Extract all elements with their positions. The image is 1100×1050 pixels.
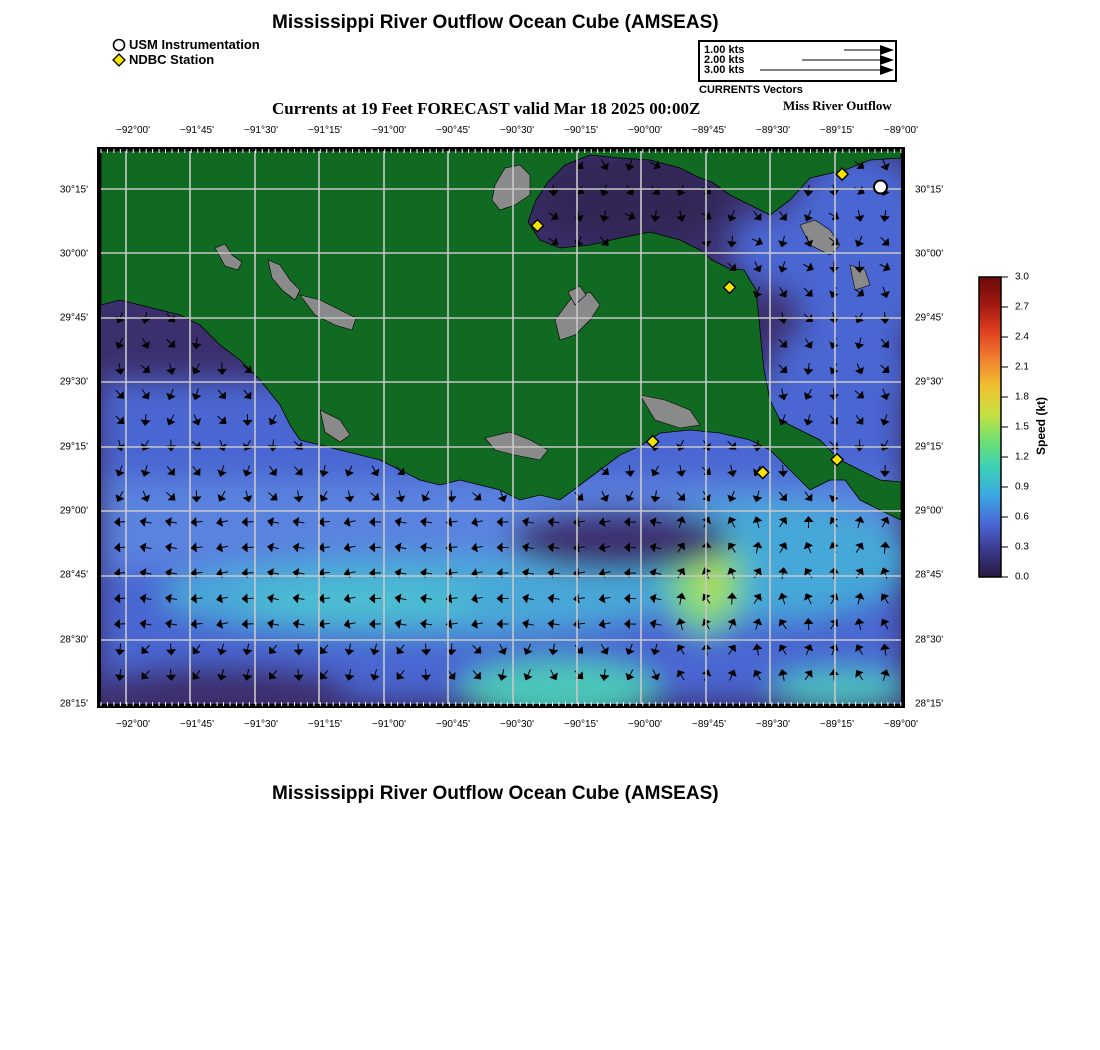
map-title-bottom: Mississippi River Outflow Ocean Cube (AMSEAS) <box>272 783 719 804</box>
lat-tick-label: 29°00' <box>915 505 944 517</box>
lat-tick-label: 28°15' <box>59 698 88 710</box>
current-vector-shaft <box>324 547 330 548</box>
current-vector-shaft <box>732 236 733 242</box>
lon-tick-label: −89°15' <box>820 719 854 730</box>
current-vector-shaft <box>554 522 560 523</box>
current-vector-shaft <box>452 547 458 548</box>
vectors-caption: CURRENTS Vectors <box>699 84 803 96</box>
current-vector-shaft <box>324 598 330 599</box>
colorbar-tick-label: 1.8 <box>1015 391 1029 403</box>
colorbar-tick-label: 2.1 <box>1015 361 1029 373</box>
lon-tick-label: −90°30' <box>500 125 534 136</box>
lon-tick-label: −90°45' <box>436 125 470 136</box>
colorbar-tick-label: 1.2 <box>1015 451 1029 463</box>
lon-tick-label: −92°00' <box>116 719 150 730</box>
lon-tick-label: −89°15' <box>820 125 854 136</box>
current-vector-shaft <box>452 572 458 573</box>
legend-ndbc-label: NDBC Station <box>129 52 215 67</box>
current-vector-shaft <box>324 572 330 573</box>
current-vector-shaft <box>554 624 560 625</box>
current-vector-shaft <box>324 623 330 624</box>
current-vector-shaft <box>452 598 458 599</box>
map-body <box>90 150 940 720</box>
vector-scale-3kt: 3.00 kts <box>704 64 745 76</box>
current-vector-shaft <box>298 669 299 675</box>
current-vector-shaft <box>452 623 458 624</box>
map-title: Mississippi River Outflow Ocean Cube (AMSEAS) <box>272 12 719 33</box>
lon-tick-label: −89°00' <box>884 125 918 136</box>
current-vector-shaft <box>452 521 458 522</box>
lat-tick-label: 30°00' <box>59 248 88 260</box>
lon-tick-label: −90°15' <box>564 719 598 730</box>
lat-tick-label: 29°00' <box>59 505 88 517</box>
lon-tick-label: −90°45' <box>436 719 470 730</box>
vector-scale-1kt: 1.00 kts <box>704 44 745 56</box>
current-vector-shaft <box>197 338 198 344</box>
colorbar-tick-label: 0.9 <box>1015 481 1029 493</box>
lon-tick-label: −90°30' <box>500 719 534 730</box>
lon-tick-label: −91°00' <box>372 719 406 730</box>
current-vector-shaft <box>120 644 121 650</box>
vector-scale-2kt: 2.00 kts <box>704 54 745 66</box>
current-vector-shaft <box>884 548 885 554</box>
lat-tick-label: 29°15' <box>59 441 88 453</box>
lat-tick-label: 28°30' <box>59 634 88 646</box>
current-vector-shaft <box>146 414 147 420</box>
colorbar-label: Speed (kt) <box>1034 396 1048 455</box>
lat-tick-label: 29°45' <box>59 312 88 324</box>
lon-tick-label: −91°00' <box>372 125 406 136</box>
lat-tick-label: 30°15' <box>915 184 944 196</box>
lon-tick-label: −90°15' <box>564 125 598 136</box>
lon-tick-label: −89°30' <box>756 125 790 136</box>
lon-tick-label: −91°30' <box>244 125 278 136</box>
lon-tick-label: −91°15' <box>308 719 342 730</box>
lat-tick-label: 28°45' <box>59 569 88 581</box>
colorbar-tick-label: 1.5 <box>1015 421 1029 433</box>
lon-tick-label: −91°30' <box>244 719 278 730</box>
lon-tick-label: −91°45' <box>180 719 214 730</box>
colorbar-tick-label: 2.4 <box>1015 331 1029 343</box>
map-subtitle: Currents at 19 Feet FORECAST valid Mar 18 2025 00:00Z <box>272 99 701 118</box>
lat-tick-label: 29°15' <box>915 441 944 453</box>
lat-tick-label: 29°45' <box>915 312 944 324</box>
current-vector-shaft <box>629 465 630 471</box>
lon-tick-label: −91°45' <box>180 125 214 136</box>
lat-tick-label: 28°30' <box>915 634 944 646</box>
usm-instrument-marker[interactable] <box>874 181 887 194</box>
current-vector-shaft <box>554 548 560 549</box>
lon-tick-label: −92°00' <box>116 125 150 136</box>
lat-tick-label: 28°45' <box>915 569 944 581</box>
lon-tick-label: −90°00' <box>628 719 662 730</box>
colorbar-tick-label: 0.3 <box>1015 541 1029 553</box>
lat-tick-label: 29°30' <box>59 376 88 388</box>
lon-tick-label: −90°00' <box>628 125 662 136</box>
lat-tick-label: 30°00' <box>915 248 944 260</box>
lat-tick-label: 30°15' <box>59 184 88 196</box>
lon-tick-label: −91°15' <box>308 125 342 136</box>
colorbar <box>979 277 1008 577</box>
colorbar-tick-label: 2.7 <box>1015 301 1029 313</box>
current-vector-shaft <box>554 573 560 574</box>
lon-tick-label: −89°30' <box>756 719 790 730</box>
region-label: Miss River Outflow <box>783 98 892 113</box>
current-vector-shaft <box>120 669 121 675</box>
colorbar-tick-label: 3.0 <box>1015 271 1029 283</box>
current-vector-shaft <box>554 599 560 600</box>
lon-tick-label: −89°45' <box>692 719 726 730</box>
lon-tick-label: −89°45' <box>692 125 726 136</box>
colorbar-tick-label: 0.6 <box>1015 511 1029 523</box>
legend-usm-label: USM Instrumentation <box>129 37 260 52</box>
lat-tick-label: 29°30' <box>915 376 944 388</box>
colorbar-tick-label: 0.0 <box>1015 571 1029 583</box>
current-vector-shaft <box>324 521 330 522</box>
lat-tick-label: 28°15' <box>915 698 944 710</box>
current-vector-shaft <box>298 644 299 650</box>
lon-tick-label: −89°00' <box>884 719 918 730</box>
